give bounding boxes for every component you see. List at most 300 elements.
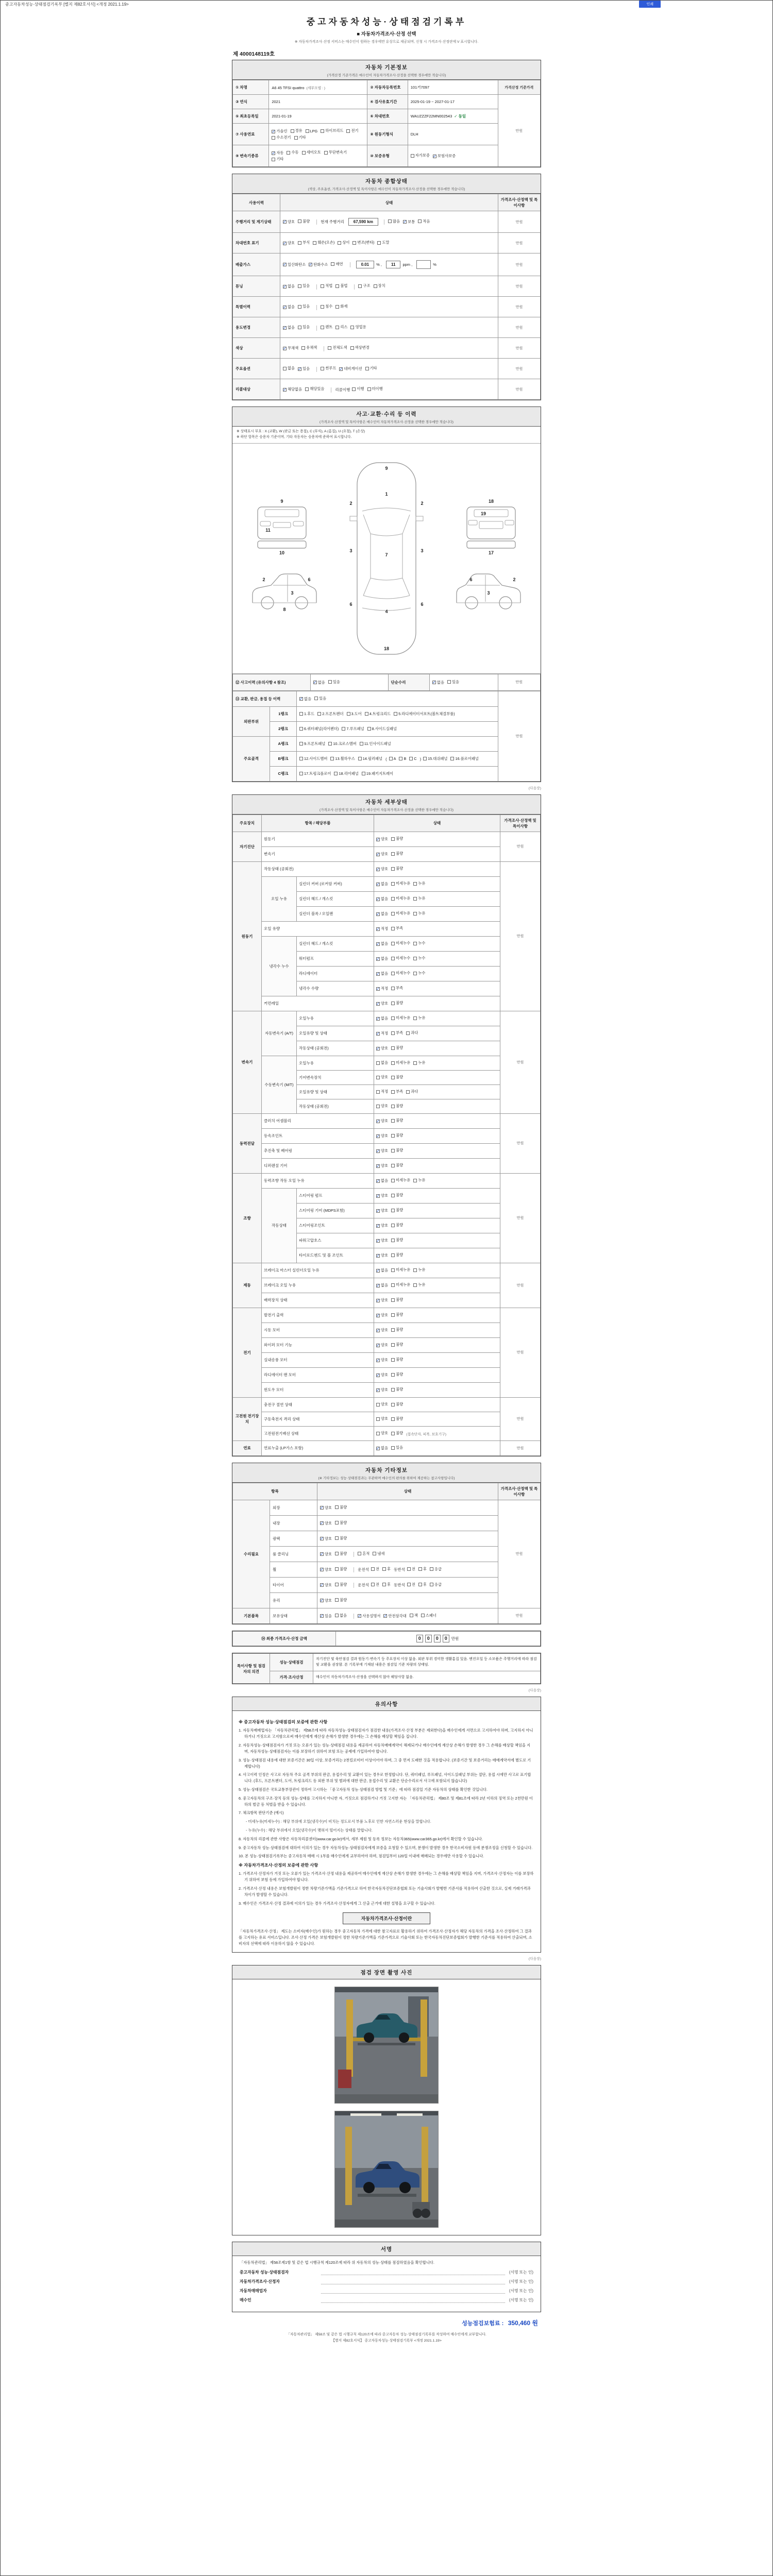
checkbox-checked[interactable] (376, 853, 380, 856)
checkbox[interactable] (391, 1403, 395, 1406)
checkbox-option[interactable] (382, 1582, 391, 1587)
checkbox-option[interactable] (376, 1343, 388, 1348)
checkbox-option[interactable] (376, 1328, 388, 1333)
checkbox-option[interactable] (410, 1613, 418, 1618)
checkbox[interactable] (335, 1583, 339, 1586)
checkbox-option[interactable] (367, 726, 397, 732)
checkbox-option[interactable] (391, 1357, 403, 1362)
checkbox-option[interactable] (298, 240, 310, 245)
checkbox-option[interactable] (432, 680, 444, 685)
checkbox-checked[interactable] (376, 1447, 380, 1450)
checkbox-option[interactable] (358, 756, 382, 761)
checkbox-checked[interactable] (376, 1224, 380, 1228)
checkbox[interactable] (413, 1016, 417, 1020)
checkbox-option[interactable] (283, 219, 295, 225)
checkbox-checked[interactable] (376, 1299, 380, 1302)
checkbox-option[interactable] (413, 956, 425, 961)
checkbox-checked[interactable] (376, 838, 380, 841)
checkbox-option[interactable] (298, 366, 310, 371)
checkbox[interactable] (447, 680, 451, 684)
checkbox-option[interactable] (376, 1416, 388, 1421)
checkbox-checked[interactable] (358, 1614, 361, 1618)
checkbox-checked[interactable] (376, 987, 380, 991)
checkbox-checked[interactable] (283, 242, 287, 245)
checkbox[interactable] (328, 680, 332, 684)
checkbox[interactable] (391, 957, 395, 960)
checkbox[interactable] (331, 262, 334, 266)
checkbox-option[interactable] (298, 304, 310, 309)
checkbox[interactable] (321, 284, 324, 288)
checkbox[interactable] (391, 1298, 395, 1302)
checkbox[interactable] (413, 912, 417, 916)
checkbox[interactable] (376, 1403, 380, 1406)
checkbox-checked[interactable] (376, 1002, 380, 1006)
checkbox[interactable] (407, 1567, 411, 1571)
checkbox-option[interactable] (299, 741, 325, 747)
checkbox-option[interactable] (376, 1431, 388, 1436)
checkbox-option[interactable] (362, 771, 393, 776)
checkbox[interactable] (391, 882, 395, 886)
checkbox-option[interactable] (389, 756, 396, 761)
checkbox-option[interactable] (391, 941, 410, 946)
checkbox-checked[interactable] (376, 972, 380, 976)
checkbox-option[interactable] (376, 1163, 388, 1168)
checkbox[interactable] (391, 1268, 395, 1272)
checkbox[interactable] (298, 219, 301, 223)
checkbox-option[interactable] (391, 1282, 410, 1287)
checkbox-option[interactable] (391, 911, 410, 916)
checkbox-option[interactable] (376, 852, 388, 857)
checkbox[interactable] (382, 1583, 386, 1586)
checkbox-option[interactable] (376, 1031, 388, 1036)
checkbox-checked[interactable] (376, 1329, 380, 1332)
checkbox-option[interactable] (391, 926, 403, 931)
checkbox-option[interactable] (382, 1567, 391, 1572)
checkbox-option[interactable] (320, 1583, 332, 1588)
checkbox[interactable] (298, 241, 301, 245)
checkbox-option[interactable] (283, 366, 295, 371)
checkbox[interactable] (391, 1134, 395, 1138)
checkbox-checked[interactable] (376, 1134, 380, 1138)
checkbox-option[interactable] (338, 240, 349, 245)
checkbox-checked[interactable] (283, 388, 287, 392)
checkbox-option[interactable] (320, 1521, 332, 1526)
checkbox-option[interactable] (376, 926, 388, 931)
checkbox[interactable] (298, 284, 301, 288)
checkbox[interactable] (388, 219, 392, 223)
checkbox[interactable] (299, 772, 303, 775)
checkbox-option[interactable] (391, 1193, 403, 1198)
checkbox[interactable] (321, 305, 324, 309)
checkbox-option[interactable] (320, 1567, 332, 1572)
checkbox-option[interactable] (324, 150, 347, 155)
checkbox[interactable] (391, 1328, 395, 1332)
checkbox[interactable] (352, 241, 356, 245)
checkbox[interactable] (391, 1164, 395, 1167)
checkbox-option[interactable] (391, 1312, 403, 1317)
checkbox-option[interactable] (376, 882, 388, 887)
checkbox[interactable] (413, 957, 417, 960)
checkbox[interactable] (391, 1179, 395, 1182)
checkbox-option[interactable] (320, 1536, 332, 1541)
checkbox-option[interactable] (371, 1582, 379, 1587)
checkbox[interactable] (406, 1031, 410, 1035)
checkbox-option[interactable] (406, 1030, 418, 1036)
checkbox[interactable] (376, 1417, 380, 1421)
checkbox[interactable] (376, 1105, 380, 1108)
checkbox-option[interactable] (391, 1178, 410, 1183)
checkbox[interactable] (328, 346, 331, 350)
checkbox[interactable] (272, 158, 275, 161)
checkbox-option[interactable] (272, 129, 287, 134)
checkbox-option[interactable] (391, 986, 403, 991)
checkbox-option[interactable] (394, 711, 455, 717)
checkbox[interactable] (411, 154, 414, 158)
checkbox-option[interactable] (391, 1372, 403, 1377)
checkbox-option[interactable] (376, 1387, 388, 1393)
checkbox-checked[interactable] (376, 1209, 380, 1213)
checkbox-option[interactable] (320, 1552, 332, 1557)
checkbox-option[interactable] (376, 1104, 388, 1109)
checkbox[interactable] (335, 1552, 339, 1555)
checkbox-checked[interactable] (376, 1179, 380, 1183)
checkbox[interactable] (294, 136, 298, 140)
checkbox[interactable] (413, 942, 417, 945)
checkbox-option[interactable] (374, 283, 385, 289)
checkbox-option[interactable] (376, 971, 388, 976)
checkbox-option[interactable] (328, 680, 340, 685)
checkbox-checked[interactable] (376, 1344, 380, 1347)
checkbox-option[interactable] (272, 135, 291, 140)
checkbox[interactable] (391, 1388, 395, 1392)
checkbox-checked[interactable] (376, 1032, 380, 1036)
checkbox[interactable] (413, 972, 417, 975)
checkbox[interactable] (391, 1239, 395, 1242)
checkbox[interactable] (389, 757, 393, 760)
checkbox-option[interactable] (298, 283, 310, 289)
checkbox[interactable] (371, 1583, 375, 1586)
checkbox[interactable] (391, 1209, 395, 1212)
checkbox[interactable] (391, 1119, 395, 1123)
checkbox[interactable] (367, 727, 371, 731)
checkbox-option[interactable] (358, 283, 370, 289)
checkbox-option[interactable] (391, 866, 403, 871)
checkbox[interactable] (362, 772, 365, 775)
checkbox[interactable] (450, 757, 454, 760)
checkbox-option[interactable] (391, 1133, 403, 1138)
checkbox[interactable] (382, 1567, 386, 1571)
checkbox-checked[interactable] (320, 1599, 324, 1602)
checkbox-option[interactable] (376, 896, 388, 902)
checkbox[interactable] (335, 1598, 339, 1602)
checkbox-checked[interactable] (320, 1583, 324, 1587)
checkbox[interactable] (430, 1567, 433, 1571)
checkbox-option[interactable] (376, 1133, 388, 1139)
checkbox-option[interactable] (283, 284, 295, 289)
checkbox[interactable] (391, 942, 395, 945)
checkbox[interactable] (391, 1194, 395, 1197)
checkbox-option[interactable] (298, 325, 310, 330)
checkbox[interactable] (376, 1061, 380, 1065)
checkbox-checked[interactable] (313, 681, 317, 684)
checkbox[interactable] (391, 1002, 395, 1005)
checkbox[interactable] (299, 742, 303, 745)
checkbox-option[interactable] (299, 697, 311, 702)
checkbox-option[interactable] (376, 1148, 388, 1154)
checkbox-option[interactable] (305, 386, 324, 392)
checkbox[interactable] (391, 1076, 395, 1079)
checkbox-option[interactable] (391, 881, 410, 886)
checkbox-option[interactable] (413, 941, 425, 946)
checkbox-checked[interactable] (272, 130, 275, 133)
checkbox[interactable] (335, 326, 339, 329)
checkbox[interactable] (321, 326, 324, 329)
checkbox[interactable] (302, 151, 306, 155)
checkbox-checked[interactable] (376, 1239, 380, 1243)
checkbox-option[interactable] (391, 836, 403, 841)
checkbox[interactable] (391, 1343, 395, 1347)
checkbox-option[interactable] (376, 1402, 388, 1407)
checkbox-option[interactable] (283, 241, 295, 246)
checkbox[interactable] (321, 129, 324, 133)
checkbox-checked[interactable] (320, 1568, 324, 1571)
checkbox[interactable] (291, 129, 294, 133)
checkbox[interactable] (413, 1061, 417, 1065)
checkbox-option[interactable] (360, 741, 391, 747)
checkbox-option[interactable] (330, 756, 355, 761)
checkbox[interactable] (350, 326, 354, 329)
checkbox-checked[interactable] (309, 263, 312, 266)
checkbox-checked[interactable] (299, 697, 303, 701)
checkbox-checked[interactable] (283, 326, 287, 330)
checkbox[interactable] (391, 1446, 395, 1450)
checkbox-option[interactable] (376, 1446, 388, 1451)
checkbox-option[interactable] (376, 1089, 388, 1094)
checkbox[interactable] (418, 1583, 422, 1586)
checkbox-option[interactable] (365, 366, 377, 371)
checkbox[interactable] (374, 284, 377, 288)
checkbox[interactable] (376, 1076, 380, 1079)
checkbox-checked[interactable] (272, 151, 275, 155)
checkbox[interactable] (314, 697, 318, 700)
checkbox-option[interactable] (335, 1536, 347, 1541)
checkbox-option[interactable] (342, 726, 364, 732)
checkbox[interactable] (371, 1567, 375, 1571)
checkbox-option[interactable] (430, 1567, 442, 1572)
checkbox[interactable] (413, 1268, 417, 1272)
checkbox-checked[interactable] (283, 306, 287, 309)
checkbox[interactable] (324, 151, 328, 155)
checkbox-option[interactable] (376, 911, 388, 917)
checkbox-checked[interactable] (376, 1017, 380, 1021)
checkbox-checked[interactable] (283, 263, 287, 266)
checkbox-option[interactable] (299, 711, 314, 717)
checkbox-option[interactable] (391, 1402, 403, 1407)
checkbox-option[interactable] (391, 1297, 403, 1302)
checkbox-checked[interactable] (376, 1388, 380, 1392)
checkbox-option[interactable] (376, 1046, 388, 1051)
checkbox-option[interactable] (391, 896, 410, 901)
checkbox[interactable] (391, 852, 395, 856)
checkbox[interactable] (391, 1373, 395, 1377)
checkbox[interactable] (313, 241, 316, 245)
checkbox-checked[interactable] (376, 883, 380, 886)
checkbox-option[interactable] (309, 262, 328, 267)
checkbox-checked[interactable] (376, 1164, 380, 1168)
checkbox-option[interactable] (313, 240, 334, 245)
checkbox-option[interactable] (413, 971, 425, 976)
checkbox-option[interactable] (391, 956, 410, 961)
checkbox[interactable] (391, 897, 395, 901)
checkbox-checked[interactable] (283, 285, 287, 289)
checkbox[interactable] (335, 305, 339, 309)
checkbox-option[interactable] (430, 1582, 442, 1587)
checkbox-checked[interactable] (432, 681, 436, 684)
checkbox-option[interactable] (383, 1614, 406, 1619)
checkbox-option[interactable] (376, 1313, 388, 1318)
checkbox-option[interactable] (352, 240, 374, 245)
checkbox[interactable] (358, 757, 362, 760)
checkbox[interactable] (330, 757, 334, 760)
checkbox-option[interactable] (409, 756, 416, 761)
checkbox-option[interactable] (413, 1178, 425, 1183)
checkbox-option[interactable] (321, 325, 332, 330)
checkbox[interactable] (391, 1417, 395, 1421)
checkbox[interactable] (413, 897, 417, 901)
checkbox-option[interactable] (391, 1163, 403, 1168)
checkbox-option[interactable] (371, 1567, 379, 1572)
checkbox-checked[interactable] (376, 942, 380, 946)
checkbox[interactable] (335, 1567, 339, 1571)
checkbox[interactable] (406, 1090, 410, 1094)
checkbox[interactable] (391, 1253, 395, 1257)
checkbox-option[interactable] (328, 345, 347, 350)
checkbox-option[interactable] (335, 1598, 347, 1603)
checkbox-option[interactable] (418, 1582, 427, 1587)
checkbox[interactable] (342, 727, 345, 731)
checkbox-checked[interactable] (376, 1120, 380, 1123)
checkbox[interactable] (321, 367, 324, 370)
checkbox-option[interactable] (391, 1104, 403, 1109)
checkbox-option[interactable] (376, 1268, 388, 1273)
checkbox-option[interactable] (450, 756, 478, 761)
checkbox-option[interactable] (299, 756, 327, 761)
checkbox-checked[interactable] (376, 1374, 380, 1377)
checkbox-option[interactable] (376, 941, 388, 946)
checkbox[interactable] (298, 305, 301, 309)
checkbox[interactable] (347, 712, 350, 716)
checkbox[interactable] (335, 1614, 339, 1617)
checkbox-option[interactable] (391, 1045, 403, 1050)
checkbox-option[interactable] (283, 262, 306, 267)
checkbox[interactable] (350, 346, 354, 350)
checkbox-option[interactable] (377, 240, 389, 245)
checkbox-option[interactable] (373, 1551, 384, 1556)
checkbox-option[interactable] (391, 1252, 403, 1258)
checkbox-option[interactable] (283, 387, 302, 392)
checkbox[interactable] (391, 927, 395, 930)
checkbox-checked[interactable] (376, 1194, 380, 1198)
checkbox-option[interactable] (321, 283, 332, 289)
checkbox-option[interactable] (391, 1089, 403, 1094)
checkbox-option[interactable] (376, 956, 388, 961)
checkbox-checked[interactable] (376, 1254, 380, 1258)
checkbox-option[interactable] (347, 711, 362, 717)
print-button[interactable]: 인쇄 (639, 1, 661, 8)
checkbox[interactable] (272, 136, 275, 140)
checkbox-option[interactable] (376, 1223, 388, 1228)
checkbox[interactable] (377, 241, 381, 245)
checkbox[interactable] (391, 987, 395, 990)
checkbox-option[interactable] (376, 1372, 388, 1378)
checkbox-option[interactable] (335, 1582, 347, 1587)
checkbox-option[interactable] (294, 135, 306, 140)
checkbox-option[interactable] (331, 262, 343, 267)
checkbox[interactable] (305, 387, 309, 391)
checkbox-option[interactable] (391, 1030, 403, 1036)
checkbox[interactable] (298, 326, 301, 329)
checkbox-option[interactable] (335, 304, 347, 309)
checkbox[interactable] (399, 757, 402, 760)
checkbox-option[interactable] (314, 696, 326, 701)
checkbox[interactable] (391, 1432, 395, 1435)
checkbox[interactable] (391, 1031, 395, 1035)
checkbox-option[interactable] (376, 1016, 388, 1021)
checkbox-checked[interactable] (283, 347, 287, 350)
checkbox-option[interactable] (376, 1283, 388, 1288)
checkbox-option[interactable] (391, 1015, 410, 1021)
checkbox-option[interactable] (283, 325, 295, 330)
checkbox-option[interactable] (350, 345, 369, 350)
checkbox-option[interactable] (391, 1342, 403, 1347)
checkbox-option[interactable] (376, 1193, 388, 1198)
checkbox-checked[interactable] (403, 220, 407, 224)
checkbox-option[interactable] (433, 154, 456, 159)
checkbox[interactable] (391, 1061, 395, 1065)
checkbox-option[interactable] (376, 1208, 388, 1213)
checkbox-option[interactable] (391, 1148, 403, 1153)
checkbox[interactable] (391, 912, 395, 916)
checkbox-option[interactable] (403, 219, 415, 225)
checkbox-option[interactable] (391, 971, 410, 976)
checkbox-checked[interactable] (320, 1614, 324, 1618)
checkbox-option[interactable] (391, 1267, 410, 1273)
checkbox-option[interactable] (376, 1060, 388, 1065)
checkbox-option[interactable] (407, 1567, 415, 1572)
checkbox-option[interactable] (376, 1358, 388, 1363)
checkbox[interactable] (413, 882, 417, 886)
checkbox-option[interactable] (413, 1267, 425, 1273)
checkbox-option[interactable] (391, 1416, 403, 1421)
checkbox[interactable] (391, 1046, 395, 1050)
checkbox-option[interactable] (272, 157, 283, 162)
checkbox[interactable] (423, 757, 427, 760)
checkbox-option[interactable] (298, 219, 310, 224)
checkbox-checked[interactable] (320, 1537, 324, 1540)
checkbox[interactable] (376, 1090, 380, 1094)
checkbox-checked[interactable] (383, 1614, 387, 1618)
checkbox[interactable] (334, 772, 338, 775)
checkbox-checked[interactable] (376, 927, 380, 931)
checkbox[interactable] (391, 972, 395, 975)
checkbox-checked[interactable] (376, 868, 380, 871)
checkbox[interactable] (430, 1583, 433, 1586)
checkbox[interactable] (335, 1505, 339, 1509)
checkbox-option[interactable] (391, 1223, 403, 1228)
checkbox-option[interactable] (287, 150, 298, 155)
checkbox-option[interactable] (388, 219, 400, 224)
checkbox[interactable] (418, 1567, 422, 1571)
